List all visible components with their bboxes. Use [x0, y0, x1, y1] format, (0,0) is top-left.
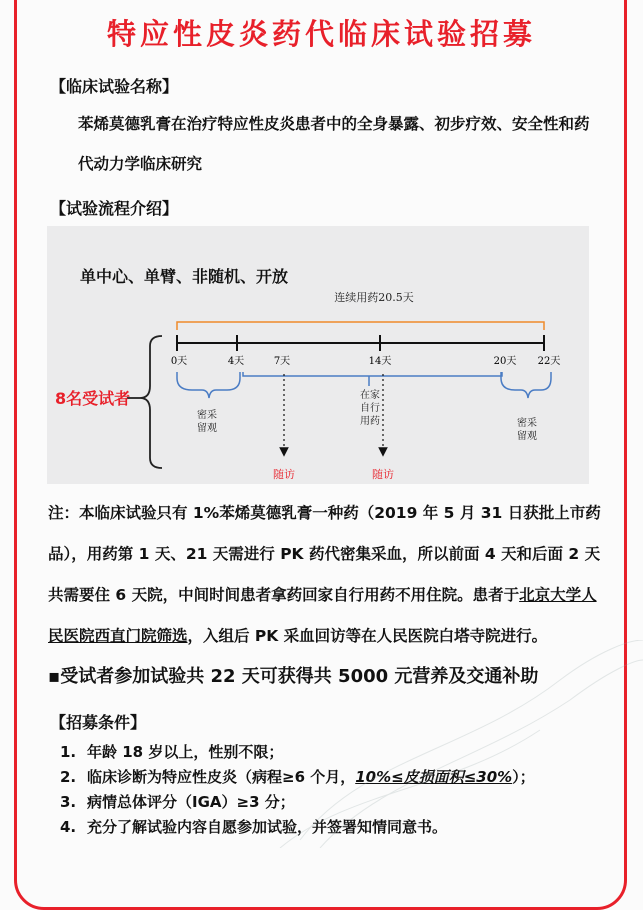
followup-2-label: 随访 [372, 468, 394, 481]
home-label: 在家自行用药 [360, 390, 380, 427]
note-line3: 共需要住 6 天院，中间时间患者拿药回家自行用药不用住院。患者于北京大学人 [48, 586, 597, 604]
inpatient-first-brace [177, 372, 240, 398]
timeline-svg [47, 226, 589, 484]
day-7: 7天 [273, 356, 291, 367]
duration-label: 连续用药20.5天 [334, 291, 414, 304]
day-22: 22天 [537, 356, 561, 367]
day-14: 14天 [368, 356, 392, 367]
recruit-item-2: 2. 临床诊断为特应性皮炎（病程≥6 个月，10%≤皮损面积≤30%）； [60, 768, 535, 786]
design-text: 单中心、单臂、非随机、开放 [80, 267, 289, 286]
inpatient-first-label: 密采留观 [197, 410, 217, 434]
hospital-link-1: 北京大学人 [519, 586, 597, 604]
trial-name-heading: 【临床试验名称】 [50, 77, 179, 96]
subjects-brace [140, 336, 162, 468]
note-line1: 注：本临床试验只有 1%苯烯莫德乳膏一种药（2019 年 5 月 31 日获批上市药 [48, 504, 601, 522]
inpatient-last-label: 密采留观 [517, 418, 537, 442]
duration-bracket [177, 322, 544, 330]
page-title: 特应性皮炎药代临床试验招募 [106, 17, 536, 51]
day-4: 4天 [227, 356, 245, 367]
day-20: 20天 [493, 356, 517, 367]
followup-1-label: 随访 [273, 468, 295, 481]
home-brace [243, 372, 502, 376]
inpatient-last-brace [501, 372, 551, 398]
recruit-item-1: 1. 年龄 18 岁以上，性别不限； [60, 743, 284, 761]
recruit-item-3: 3. 病情总体评分（IGA）≥3 分； [60, 793, 295, 811]
trial-name-line2: 代动力学临床研究 [78, 155, 203, 173]
recruit-heading: 【招募条件】 [50, 713, 147, 732]
process-diagram [47, 226, 589, 484]
note-line4: 民医院西直门院筛选，入组后 PK 采血回访等在人民医院白塔寺院进行。 [48, 627, 548, 645]
hospital-link-2: 民医院西直门院筛选 [48, 627, 188, 645]
recruit-item-4: 4. 充分了解试验内容自愿参加试验，并签署知情同意书。 [60, 818, 448, 836]
subjects-label: 8名受试者 [55, 389, 131, 408]
note-line2: 品），用药第 1 天、21 天需进行 PK 药代密集采血，所以前面 4 天和后面 2 天 [48, 545, 601, 563]
subsidy-text: ▪受试者参加试验共 22 天可获得共 5000 元营养及交通补助 [48, 666, 539, 687]
process-heading: 【试验流程介绍】 [50, 199, 179, 218]
background-swirl [0, 640, 643, 848]
trial-name-line1: 苯烯莫德乳膏在治疗特应性皮炎患者中的全身暴露、初步疗效、安全性和药 [78, 115, 590, 133]
day-0: 0天 [170, 356, 188, 367]
